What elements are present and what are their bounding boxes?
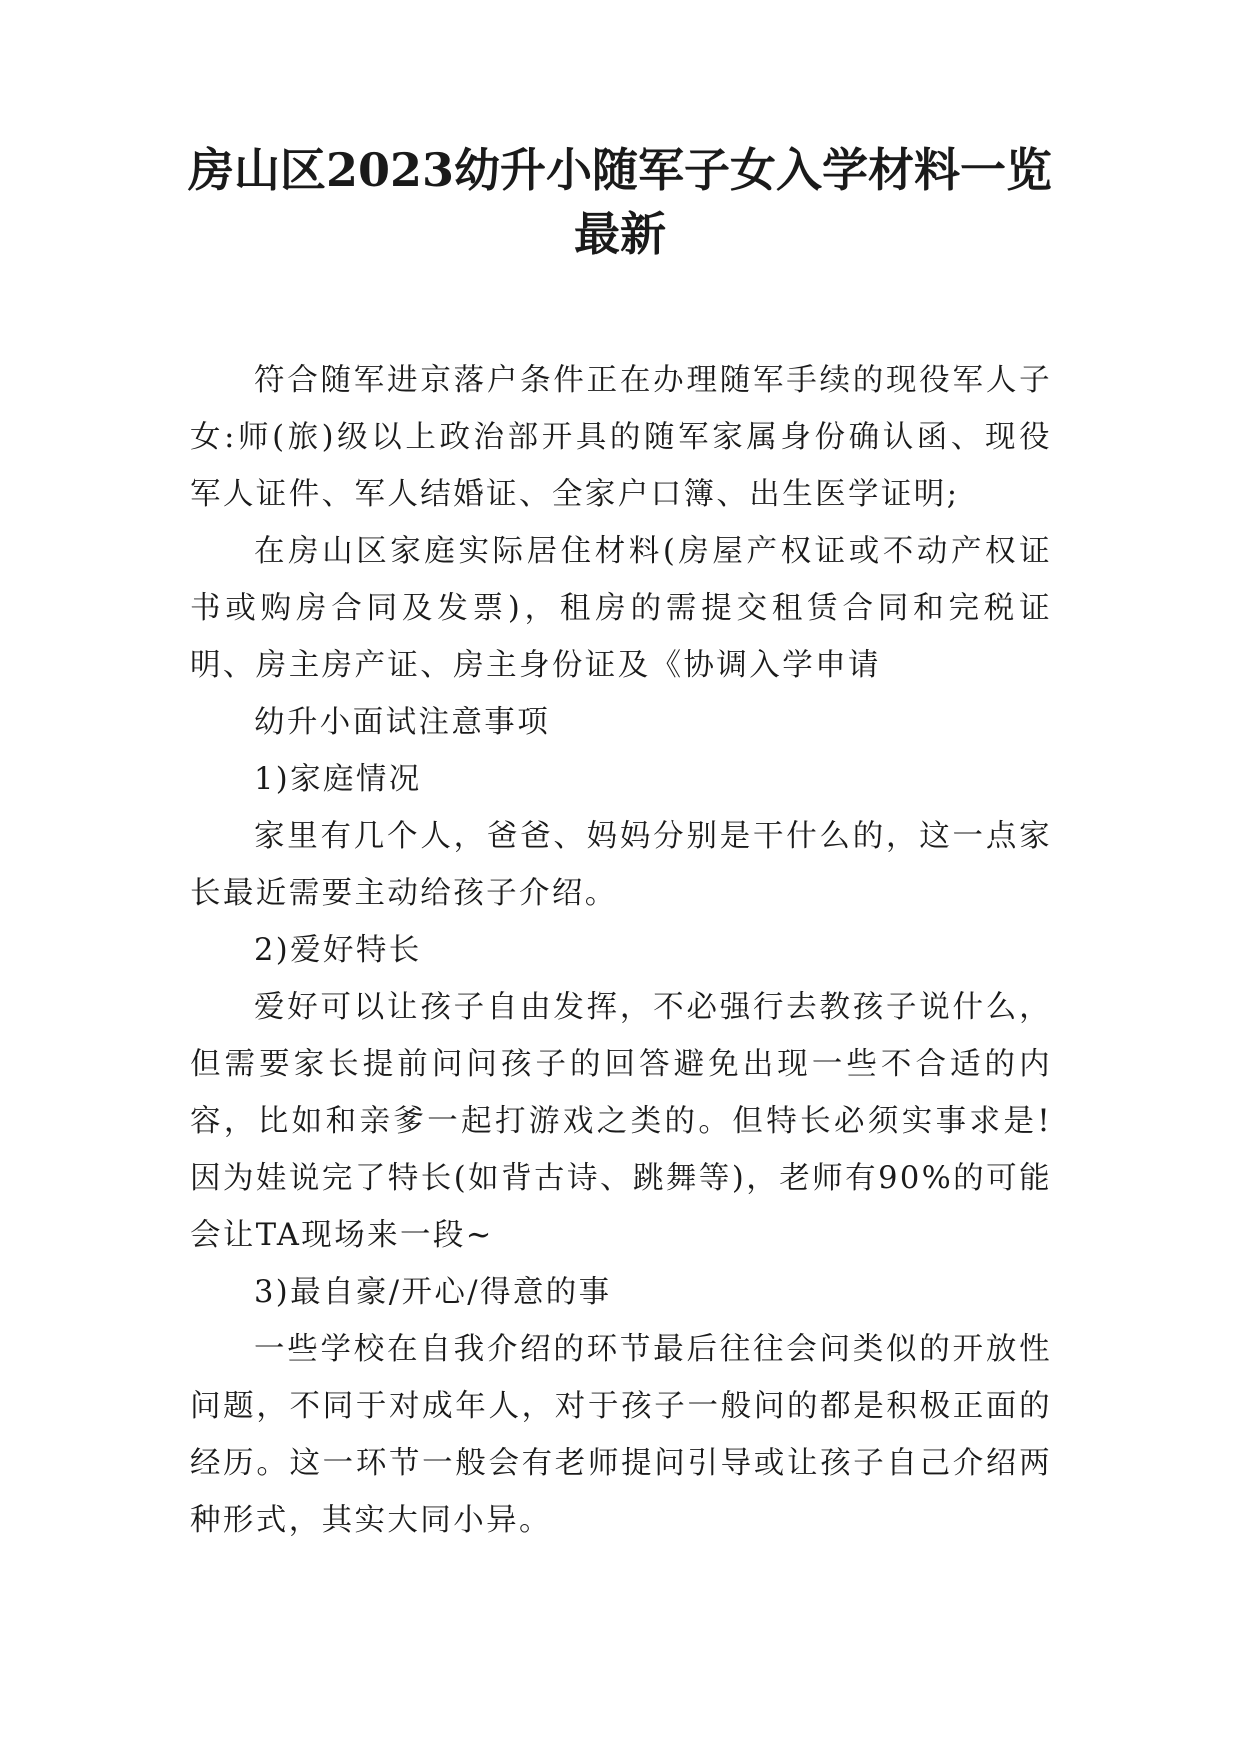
item-heading-proud-moments: 3)最自豪/开心/得意的事 [254,1275,612,1310]
paragraph-proud-moments: 一些学校在自我介绍的环节最后往往会问类似的开放性问题，不同于对成年人，对于孩子一般问的都是积极正面的经历。这一环节一般会有老师提问引导或让孩子自己介绍两种形式，其实大同小异。 [190,1332,1052,1538]
document-title [150,138,1090,266]
title-line-1: 房山区2023幼升小随军子女入学材料一览 [187,143,1053,197]
paragraph-military-requirements: 符合随军进京落户条件正在办理随军手续的现役军人子女:师(旅)级以上政治部开具的随军家属身份确认函、现役军人证件、军人结婚证、全家户口簿、出生医学证明; [190,363,1052,512]
title-line-2: 最新 [574,207,666,261]
item-heading-hobbies: 2)爱好特长 [254,933,422,968]
paragraph-family: 家里有几个人，爸爸、妈妈分别是干什么的，这一点家长最近需要主动给孩子介绍。 [190,819,1052,911]
paragraph-hobbies: 爱好可以让孩子自由发挥，不必强行去教孩子说什么，但需要家长提前问问孩子的回答避免出现一些不合适的内容，比如和亲爹一起打游戏之类的。但特长必须实事求是!因为娃说完了特长(如背古诗、跳舞等)，老师有90%的可能会让TA现场来一段~ [190,990,1052,1253]
document-body [190,352,1052,1549]
item-heading-family: 1)家庭情况 [254,762,422,797]
paragraph-residence-materials: 在房山区家庭实际居住材料(房屋产权证或不动产权证书或购房合同及发票)，租房的需提交租赁合同和完税证明、房主房产证、房主身份证及《协调入学申请 [190,534,1052,683]
section-heading-interview-notes: 幼升小面试注意事项 [254,705,551,740]
